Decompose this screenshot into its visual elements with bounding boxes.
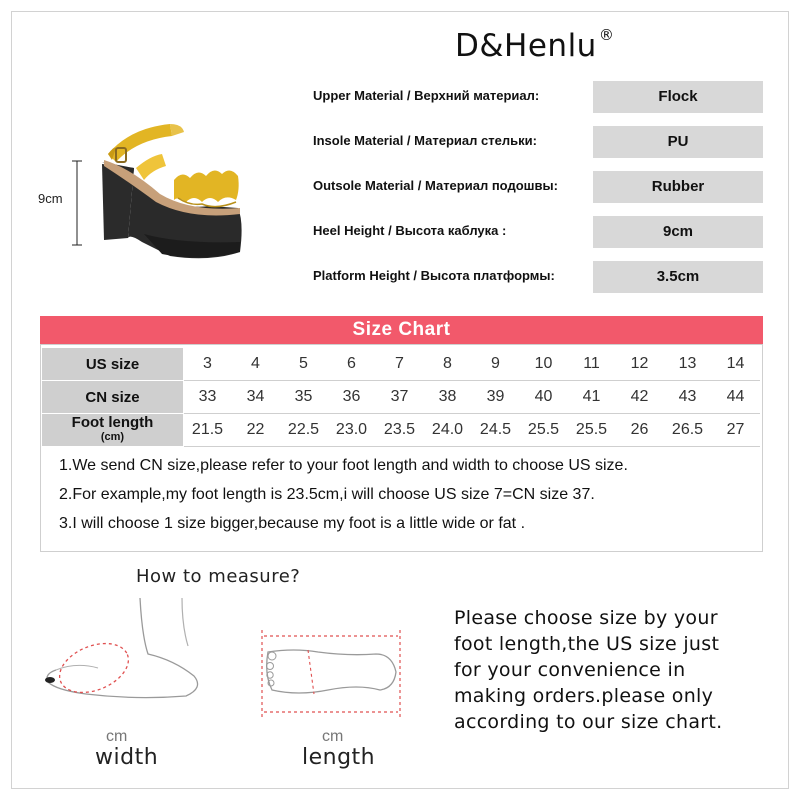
- foot-length-cell: 27: [712, 414, 760, 447]
- advice-line: making orders.please only: [454, 685, 714, 707]
- foot-length-cell: 21.5: [184, 414, 232, 447]
- us-size-cell: 12: [616, 348, 664, 381]
- cn-size-cell: 36: [328, 381, 376, 414]
- cn-size-cell: 40: [520, 381, 568, 414]
- spec-label: Outsole Material / Материал подошвы:: [313, 178, 558, 193]
- foot-length-row: [42, 414, 760, 447]
- cn-size-row: [42, 381, 760, 414]
- foot-length-cell: 22.5: [280, 414, 328, 447]
- size-note: 1.We send CN size,please refer to your foot length and width to choose US size.: [59, 457, 628, 474]
- cn-size-cell: 41: [568, 381, 616, 414]
- size-note: 2.For example,my foot length is 23.5cm,i will choose US size 7=CN size 37.: [59, 486, 595, 503]
- sandal-illustration: [90, 110, 250, 270]
- advice-line: foot length,the US size just: [454, 633, 720, 655]
- length-unit: cm: [322, 728, 344, 745]
- spec-row-upper: [313, 81, 763, 113]
- size-note: 3.I will choose 1 size bigger,because my foot is a little wide or fat .: [59, 515, 526, 532]
- us-size-cell: 13: [664, 348, 712, 381]
- foot-length-cell: 23.5: [376, 414, 424, 447]
- us-size-cell: 10: [520, 348, 568, 381]
- foot-side-illustration: [36, 596, 216, 716]
- us-size-cell: 11: [568, 348, 616, 381]
- spec-label: Heel Height / Высота каблука :: [313, 223, 507, 238]
- advice-line: for your convenience in: [454, 659, 686, 681]
- spec-row-heel-height: [313, 216, 763, 248]
- width-label: width: [95, 745, 159, 770]
- foot-length-cell: 25.5: [520, 414, 568, 447]
- foot-top-illustration: [258, 626, 408, 722]
- cn-size-cell: 44: [712, 381, 760, 414]
- cn-size-cell: 43: [664, 381, 712, 414]
- us-size-cell: 5: [280, 348, 328, 381]
- row-header-us: US size: [42, 348, 184, 381]
- foot-length-cell: 25.5: [568, 414, 616, 447]
- us-size-cell: 8: [424, 348, 472, 381]
- spec-value: Rubber: [593, 171, 763, 203]
- us-size-cell: 7: [376, 348, 424, 381]
- us-size-cell: 14: [712, 348, 760, 381]
- us-size-cell: 4: [232, 348, 280, 381]
- advice-line: according to our size chart.: [454, 711, 723, 733]
- width-unit: cm: [106, 728, 128, 745]
- row-header-foot-length: Foot length (cm): [42, 414, 184, 447]
- cn-size-cell: 38: [424, 381, 472, 414]
- size-chart-title: Size Chart: [40, 316, 763, 344]
- cn-size-cell: 42: [616, 381, 664, 414]
- spec-value: 3.5cm: [593, 261, 763, 293]
- size-table: [41, 347, 760, 447]
- us-size-cell: 9: [472, 348, 520, 381]
- foot-length-cell: 26: [616, 414, 664, 447]
- cn-size-cell: 33: [184, 381, 232, 414]
- spec-label: Insole Material / Материал стельки:: [313, 133, 537, 148]
- size-chart: [40, 344, 763, 552]
- foot-length-cell: 22: [232, 414, 280, 447]
- spec-row-insole: [313, 126, 763, 158]
- spec-value: Flock: [593, 81, 763, 113]
- cn-size-cell: 39: [472, 381, 520, 414]
- us-size-row: [42, 348, 760, 381]
- sizing-advice: [454, 605, 774, 735]
- size-notes: [59, 457, 628, 544]
- spec-label: Platform Height / Высота платформы:: [313, 268, 555, 283]
- how-to-measure-title: How to measure?: [136, 566, 301, 587]
- cn-size-cell: 34: [232, 381, 280, 414]
- cn-size-cell: 37: [376, 381, 424, 414]
- us-size-cell: 3: [184, 348, 232, 381]
- cn-size-cell: 35: [280, 381, 328, 414]
- heel-dimension-label: 9cm: [38, 191, 63, 206]
- brand-logo: D&Henlu ®: [455, 26, 615, 64]
- advice-line: Please choose size by your: [454, 607, 718, 629]
- foot-length-cell: 24.5: [472, 414, 520, 447]
- dimension-arrow-icon: [71, 160, 83, 246]
- foot-length-cell: 23.0: [328, 414, 376, 447]
- spec-label: Upper Material / Верхний материал:: [313, 88, 540, 103]
- spec-value: PU: [593, 126, 763, 158]
- spec-row-platform-height: [313, 261, 763, 293]
- row-header-cn: CN size: [42, 381, 184, 414]
- foot-length-cell: 26.5: [664, 414, 712, 447]
- spec-row-outsole: [313, 171, 763, 203]
- spec-value: 9cm: [593, 216, 763, 248]
- foot-length-cell: 24.0: [424, 414, 472, 447]
- us-size-cell: 6: [328, 348, 376, 381]
- length-label: length: [302, 745, 376, 770]
